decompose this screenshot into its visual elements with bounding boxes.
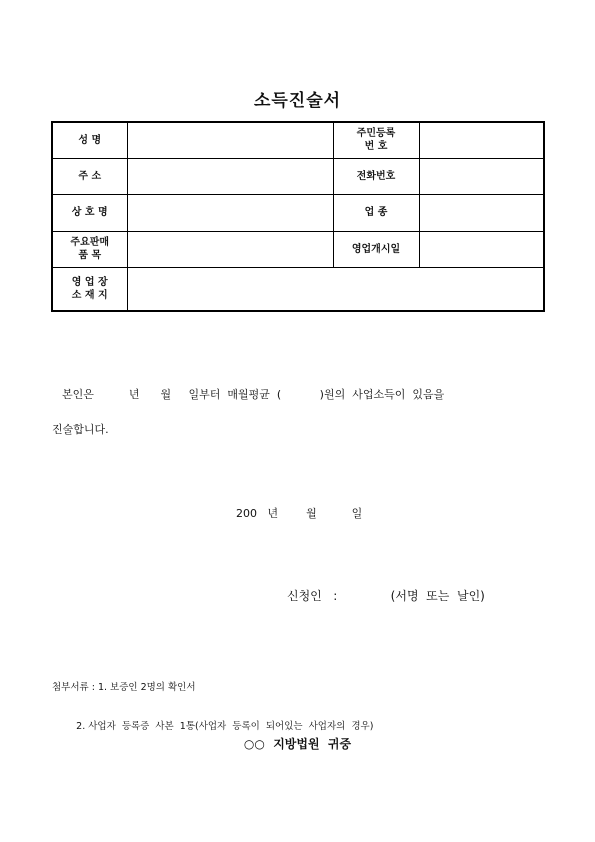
trade-name-field[interactable] [127, 194, 333, 231]
address-field[interactable] [127, 158, 333, 194]
rrn-field[interactable] [419, 122, 544, 158]
rrn-label-line2: 번 호 [364, 141, 388, 153]
opening-date-label: 영업개시일 [333, 231, 419, 267]
date-line: 200 년 월 일 [236, 507, 363, 520]
applicant-signature-line: 신청인 : (서명 또는 날인) [287, 589, 485, 603]
location-label [52, 267, 127, 311]
name-label: 성 명 [52, 122, 127, 158]
products-label [52, 231, 127, 267]
products-label-line1: 주요판매 [70, 237, 110, 248]
name-field[interactable] [127, 122, 333, 158]
applicant-info-table [51, 121, 545, 312]
opening-date-field[interactable] [419, 231, 544, 267]
court-addressee: ○○ 지방법원 귀중 [243, 737, 352, 751]
location-label-line1: 영 업 장 [71, 276, 108, 288]
products-label-line2: 품 목 [78, 250, 102, 261]
statement-line-2: 진술합니다. [52, 423, 109, 436]
industry-field[interactable] [419, 194, 544, 231]
address-label: 주 소 [52, 158, 127, 194]
attachment-item-2: 2. 사업자 등록증 사본 1통(사업자 등록이 되어있는 사업자의 경우) [52, 721, 374, 732]
industry-label: 업 종 [333, 194, 419, 231]
attachment-item-1: 첨부서류 : 1. 보증인 2명의 확인서 [52, 682, 196, 693]
rrn-label [333, 122, 419, 158]
location-label-line2: 소 재 지 [71, 289, 108, 301]
phone-field[interactable] [419, 158, 544, 194]
statement-line-1: 본인은 년 월 일부터 매월평균 ( )원의 사업소득이 있음을 [62, 388, 445, 401]
attachments [52, 655, 373, 746]
trade-name-label: 상 호 명 [52, 194, 127, 231]
document-title: 소득진술서 [253, 91, 342, 111]
rrn-label-line1: 주민등록 [356, 128, 396, 140]
phone-label: 전화번호 [333, 158, 419, 194]
location-field[interactable] [127, 267, 544, 311]
products-field[interactable] [127, 231, 333, 267]
